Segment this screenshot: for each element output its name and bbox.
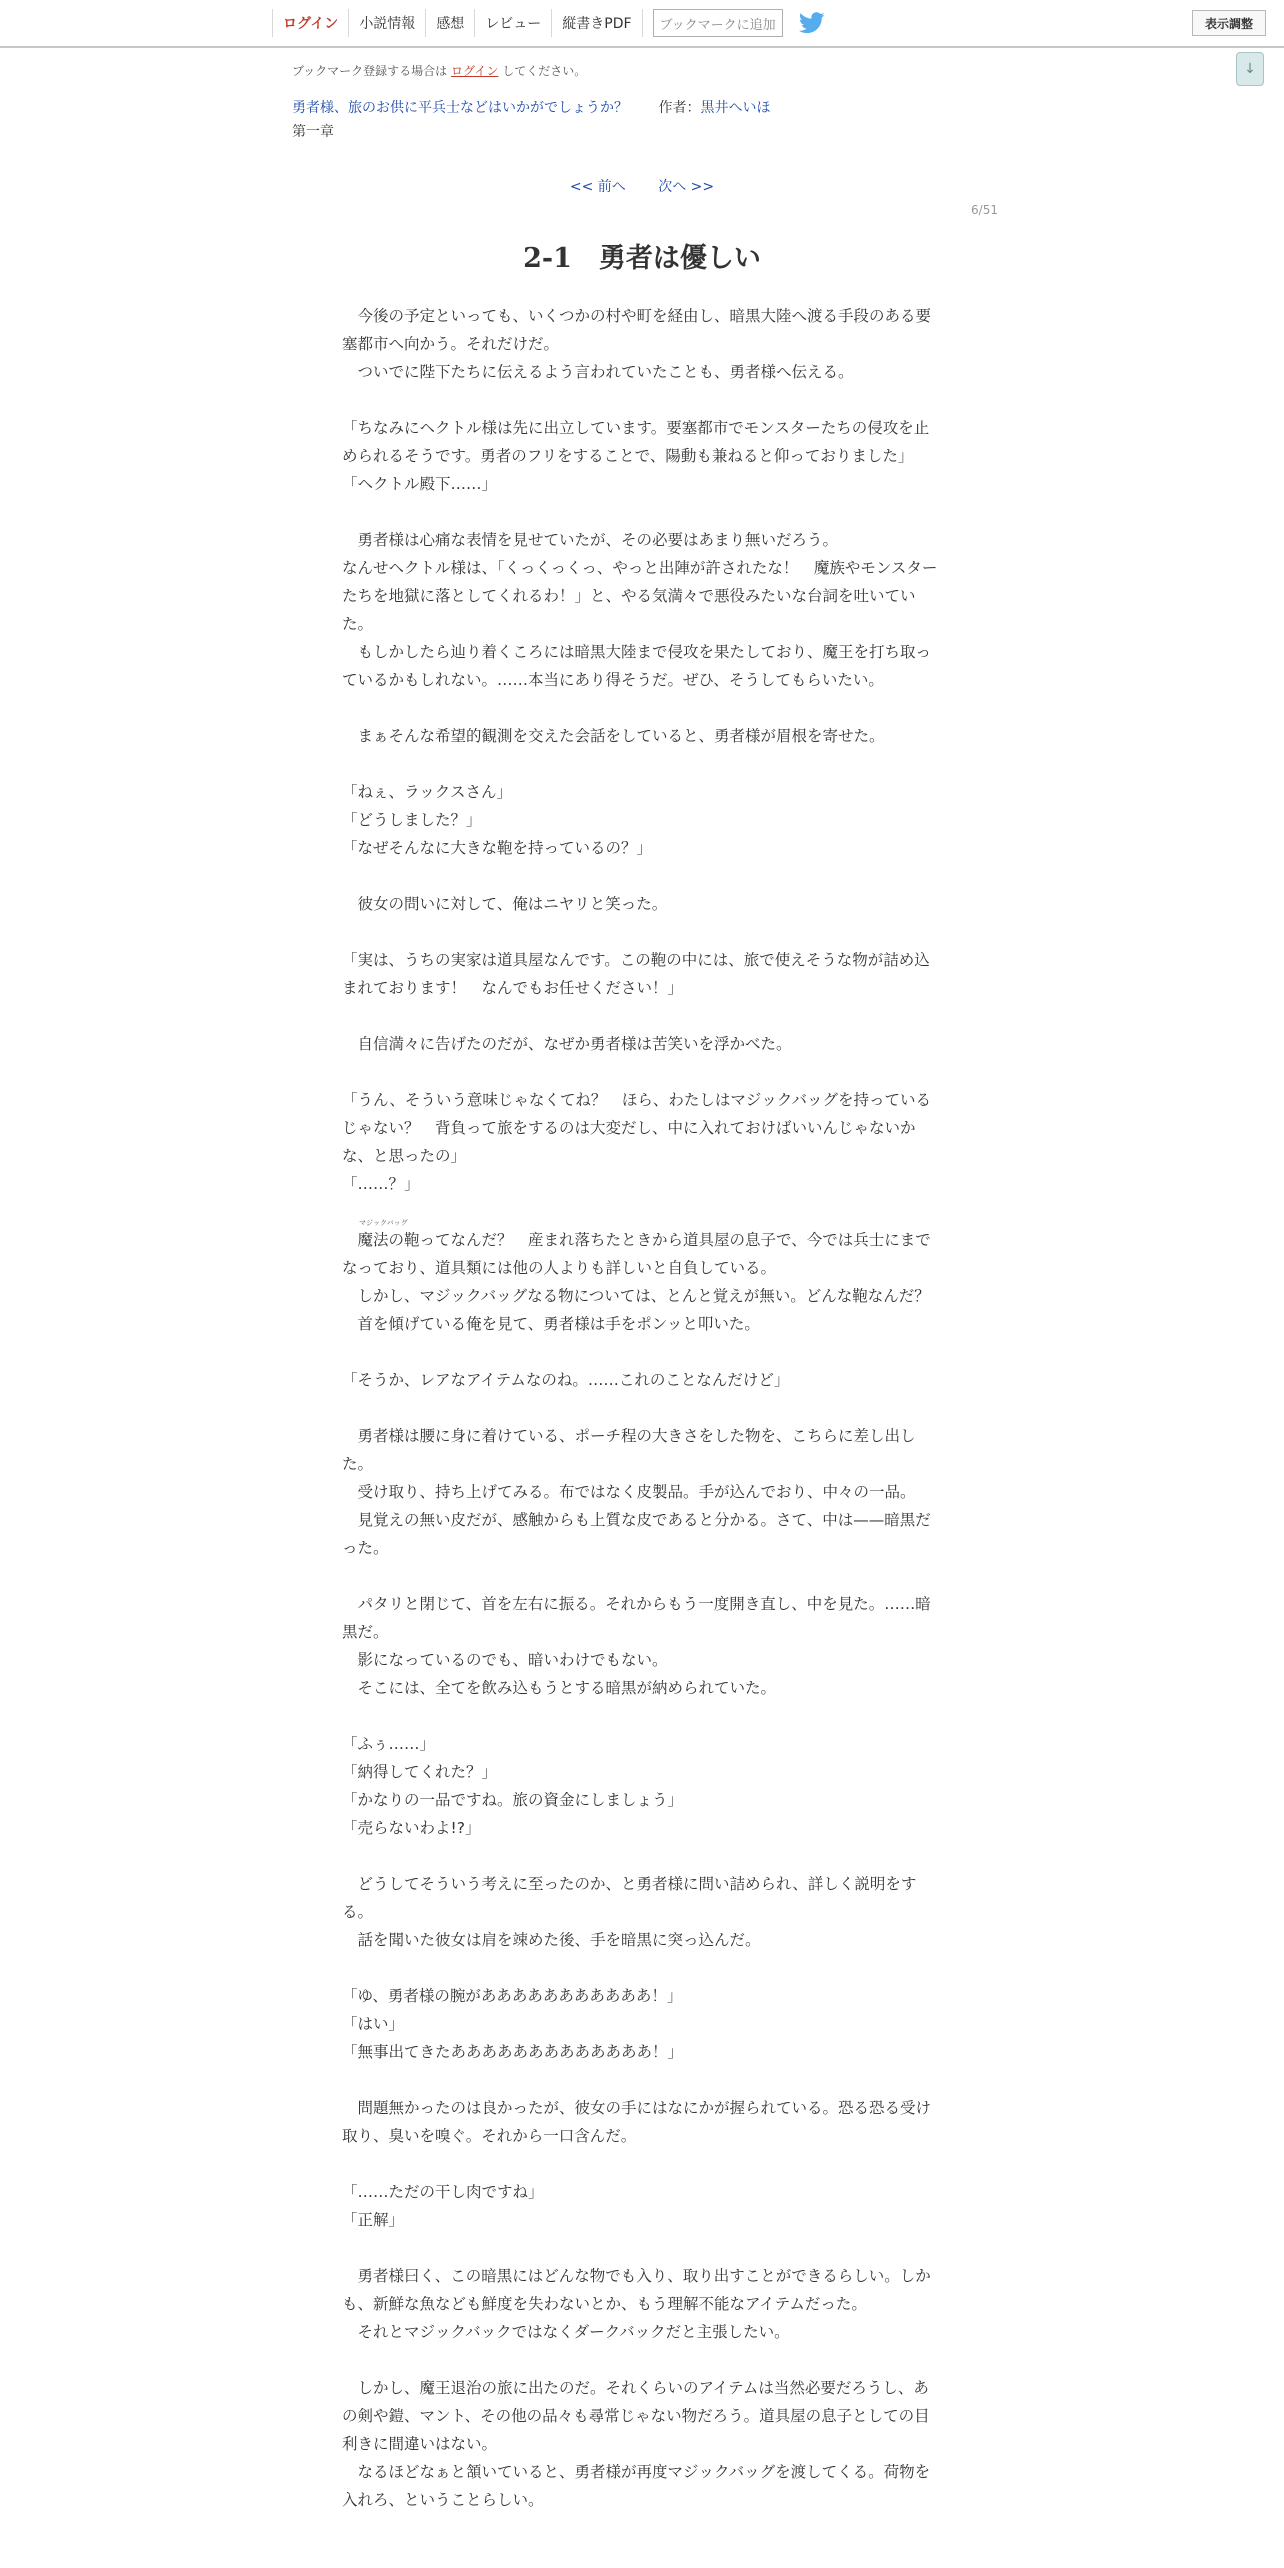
novel-body-text <box>342 302 942 2514</box>
nav-menu <box>272 0 827 46</box>
blank-line <box>342 2150 942 2178</box>
scroll-down-button[interactable] <box>1236 52 1264 86</box>
body-line: まぁそんな希望的観測を交えた会話をしていると、勇者様が眉根を寄せた。 <box>342 727 885 745</box>
novel-title-link[interactable]: 勇者様、旅のお供に平兵士などはいかがでしょうか？ <box>292 100 628 116</box>
add-bookmark-button[interactable]: ブックマークに追加 <box>653 9 783 37</box>
display-settings-button[interactable]: 表示調整 <box>1192 10 1266 36</box>
impressions-link[interactable]: 感想 <box>425 9 474 37</box>
body-line: 「うん、そういう意味じゃなくてね？ ほら、わたしはマジックバッグを持っているじゃない？ 背負って旅をするのは大変だし、中に入れておけばいいんじゃないかな、と思ったの」 <box>342 1091 932 1165</box>
body-line: 勇者様曰く、この暗黒にはどんな物でも入り、取り出すことができるらしい。しかも、新鮮な魚なども鮮度を失わないとか、もう理解不能なアイテムだった。 <box>342 2267 931 2313</box>
body-line: 「どうしました？」 <box>342 811 482 829</box>
blank-line <box>342 1058 942 1086</box>
blank-line <box>342 2234 942 2262</box>
twitter-icon[interactable] <box>799 11 827 35</box>
body-line: なるほどなぁと頷いていると、勇者様が再度マジックバッグを渡してくる。荷物を入れろ、ということらしい。 <box>342 2463 931 2509</box>
blank-line <box>342 750 942 778</box>
body-line: 話を聞いた彼女は肩を竦めた後、手を暗黒に突っ込んだ。 <box>342 1931 761 1949</box>
body-line: しかし、魔王退治の旅に出たのだ。それくらいのアイテムは当然必要だろうし、あの剣や鎧、マント、その他の品々も尋常じゃない物だろう。道具屋の息子としての目利きに間違いはない。 <box>342 2379 930 2453</box>
body-line: どうしてそういう考えに至ったのか、と勇者様に問い詰められ、詳しく説明をする。 <box>342 1875 917 1921</box>
body-line: 勇者様は心痛な表情を見せていたが、その必要はあまり無いだろう。 <box>342 531 839 549</box>
body-line: ついでに陛下たちに伝えるよう言われていたことも、勇者様へ伝える。 <box>342 363 854 381</box>
vertical-pdf-link[interactable]: 縦書きPDF <box>551 9 642 37</box>
body-line: 「そうか、レアなアイテムなのね。……これのことなんだけど」 <box>342 1371 790 1389</box>
body-line: 「ゆ、勇者様の腕があああああああああああ！」 <box>342 1987 683 2005</box>
blank-line <box>342 1338 942 1366</box>
body-line: なんせヘクトル様は、「くっくっくっ、やっと出陣が許されたな！ 魔族やモンスターたちを地獄に落としてくれるわ！」と、やる気満々で悪役みたいな台詞を吐いていた。 <box>342 559 938 633</box>
blank-line <box>342 1842 942 1870</box>
body-line: しかし、マジックバッグなる物については、とんと覚えが無い。どんな鞄なんだ？ <box>342 1287 930 1305</box>
body-line: 勇者様は腰に身に着けている、ポーチ程の大きさをした物を、こちらに差し出した。 <box>342 1427 916 1473</box>
notice-login-link[interactable]: ログイン <box>451 64 499 78</box>
blank-line <box>342 386 942 414</box>
body-line: 「かなりの一品ですね。旅の資金にしましょう」 <box>342 1791 684 1809</box>
author-link[interactable]: 黒井へいほ <box>700 100 771 116</box>
blank-line <box>342 1702 942 1730</box>
blank-line <box>342 1394 942 1422</box>
body-line: 首を傾げている俺を見て、勇者様は手をポンッと叩いた。 <box>342 1315 760 1333</box>
body-line: 見覚えの無い皮だが、感触からも上質な皮であると分かる。さて、中は——暗黒だった。 <box>342 1511 931 1557</box>
body-line: 「ヘクトル殿下……」 <box>342 475 498 493</box>
episode-pager <box>0 176 1284 196</box>
body-line: 自信満々に告げたのだが、なぜか勇者様は苦笑いを浮かべた。 <box>342 1035 792 1053</box>
body-line: 彼女の問いに対して、俺はニヤリと笑った。 <box>342 895 668 913</box>
blank-line <box>342 1198 942 1226</box>
body-line: 受け取り、持ち上げてみる。布ではなく皮製品。手が込んでおり、中々の一品。 <box>342 1483 916 1501</box>
body-line: それとマジックバックではなくダークバックだと主張したい。 <box>342 2323 790 2341</box>
blank-line <box>342 862 942 890</box>
body-line: もしかしたら辿り着くころには暗黒大陸まで侵攻を果たしており、魔王を打ち取っているかもしれない。……本当にあり得そうだ。ぜひ、そうしてもらいたい。 <box>342 643 932 689</box>
body-line: 影になっているのでも、暗いわけでもない。 <box>342 1651 668 1669</box>
notice-prefix: ブックマーク登録する場合は <box>292 64 448 78</box>
body-line: 魔法の鞄ってなんだ？ 産まれ落ちたときから道具屋の息子で、今では兵士にまでなっており、道具類には他の人よりも詳しいと自負している。 <box>342 1231 931 1277</box>
body-line: 今後の予定といっても、いくつかの村や町を経由し、暗黒大陸へ渡る手段のある要塞都市へ向かう。それだけだ。 <box>342 307 932 353</box>
blank-line <box>342 918 942 946</box>
bookmark-login-notice <box>292 62 586 79</box>
arrow-down-icon: ↓ <box>1244 61 1256 77</box>
body-line: 「正解」 <box>342 2211 405 2229</box>
blank-line <box>342 1002 942 1030</box>
notice-suffix: してください。 <box>502 64 587 78</box>
page-number: 6/51 <box>971 203 998 217</box>
body-line: 「ちなみにヘクトル様は先に出立しています。要塞都市でモンスターたちの侵攻を止められるそうです。勇者のフリをすることで、陽動も兼ねると仰っておりました」 <box>342 419 930 465</box>
blank-line <box>342 498 942 526</box>
blank-line <box>342 2346 942 2374</box>
blank-line <box>342 1954 942 1982</box>
top-navigation-bar <box>0 0 1284 48</box>
next-page-link[interactable]: 次へ >> <box>658 179 715 195</box>
body-line: 「実は、うちの実家は道具屋なんです。この鞄の中には、旅で使えそうな物が詰め込まれております！ なんでもお任せください！」 <box>342 951 930 997</box>
body-line: 「無事出てきたあああああああああああああ！」 <box>342 2043 684 2061</box>
body-line: 「……？」 <box>342 1175 420 1193</box>
login-link[interactable]: ログイン <box>272 9 348 37</box>
body-line: 「納得してくれた？」 <box>342 1763 498 1781</box>
body-line: 「ねぇ、ラックスさん」 <box>342 783 513 801</box>
ruby-annotation: マジックバッグ <box>359 1219 408 1227</box>
author-label: 作者： <box>658 100 701 116</box>
body-line: パタリと閉じて、首を左右に振る。それからもう一度開き直し、中を見た。……暗黒だ。 <box>342 1595 931 1641</box>
body-line: 「……ただの干し肉ですね」 <box>342 2183 544 2201</box>
novel-info-link[interactable]: 小説情報 <box>348 9 425 37</box>
episode-title: 2-1 勇者は優しい <box>523 243 761 274</box>
blank-line <box>342 2066 942 2094</box>
body-line: 「ふぅ……」 <box>342 1735 436 1753</box>
body-line: 問題無かったのは良かったが、彼女の手にはなにかが握られている。恐る恐る受け取り、臭いを嗅ぐ。それから一口含んだ。 <box>342 2099 932 2145</box>
blank-line <box>342 694 942 722</box>
body-line: 「なぜそんなに大きな鞄を持っているの？」 <box>342 839 653 857</box>
blank-line <box>342 1562 942 1590</box>
body-line: そこには、全てを飲み込もうとする暗黒が納められていた。 <box>342 1679 777 1697</box>
review-link[interactable]: レビュー <box>474 9 551 37</box>
prev-page-link[interactable]: << 前へ <box>569 179 626 195</box>
chapter-title: 第一章 <box>292 124 334 140</box>
body-line: 「はい」 <box>342 2015 405 2033</box>
body-line: 「売らないわよ!?」 <box>342 1819 481 1837</box>
novel-header <box>292 97 770 117</box>
